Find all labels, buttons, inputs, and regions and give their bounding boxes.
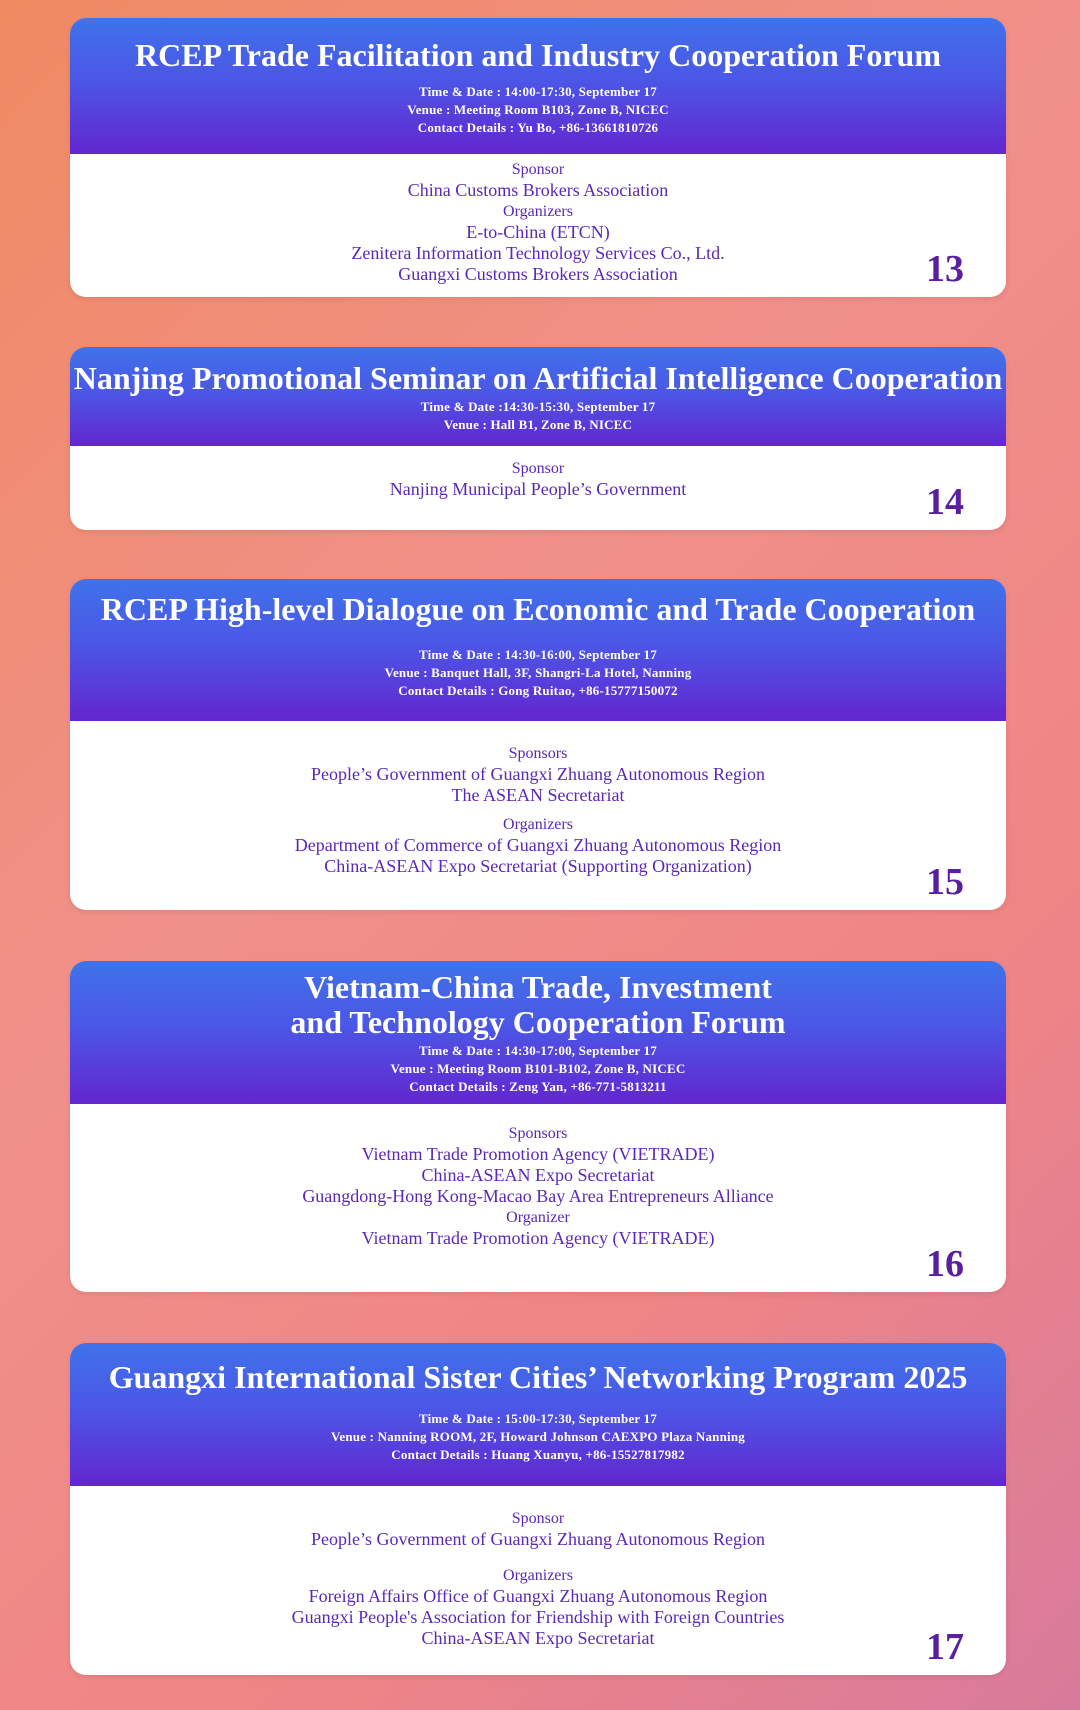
event-number: 15 xyxy=(926,861,964,903)
organizer-name: Foreign Affairs Office of Guangxi Zhuang Autonomous Region xyxy=(308,1586,768,1606)
card-body xyxy=(70,446,1006,530)
sponsor-name: People’s Government of Guangxi Zhuang Autonomous Region xyxy=(311,764,765,784)
organizer-name: Guangxi People's Association for Friendship with Foreign Countries xyxy=(291,1607,785,1627)
event-title: Nanjing Promotional Seminar on Artificial Intelligence Cooperation xyxy=(73,360,1003,396)
event-title-line-1: Vietnam-China Trade, Investment xyxy=(304,969,772,1005)
event-card-17 xyxy=(70,1343,1006,1675)
organizer-name: Guangxi Customs Brokers Association xyxy=(398,264,678,284)
sponsor-name: People’s Government of Guangxi Zhuang Autonomous Region xyxy=(311,1529,765,1549)
card-body xyxy=(70,154,1006,297)
card-header xyxy=(70,347,1006,446)
event-contact: Contact Details : Zeng Yan, +86-771-5813211 xyxy=(409,1079,667,1094)
event-time: Time & Date : 15:00-17:30, September 17 xyxy=(418,1411,658,1426)
event-time: Time & Date : 14:30-17:00, September 17 xyxy=(418,1043,658,1058)
sponsor-label: Sponsor xyxy=(511,161,565,178)
event-venue: Venue : Meeting Room B101-B102, Zone B, NICEC xyxy=(390,1061,686,1076)
organizer-name: E-to-China (ETCN) xyxy=(466,222,610,242)
organizer-name: China-ASEAN Expo Secretariat (Supporting Organization) xyxy=(324,856,752,876)
organizer-label: Organizer xyxy=(506,1209,570,1226)
card-header xyxy=(70,18,1006,154)
organizer-name: Department of Commerce of Guangxi Zhuang Autonomous Region xyxy=(294,835,782,855)
event-card-14 xyxy=(70,347,1006,530)
event-number: 16 xyxy=(926,1243,964,1285)
event-number: 17 xyxy=(926,1626,964,1668)
event-title: Guangxi International Sister Cities’ Networking Program 2025 xyxy=(108,1359,968,1395)
organizer-label: Organizers xyxy=(503,1567,573,1584)
event-venue: Venue : Nanning ROOM, 2F, Howard Johnson CAEXPO Plaza Nanning xyxy=(331,1429,745,1444)
sponsor-label: Sponsor xyxy=(511,1510,565,1527)
event-title: RCEP Trade Facilitation and Industry Cooperation Forum xyxy=(135,37,941,73)
sponsor-name: China-ASEAN Expo Secretariat xyxy=(421,1165,655,1185)
organizer-name: Vietnam Trade Promotion Agency (VIETRADE) xyxy=(361,1228,715,1248)
organizer-label: Organizers xyxy=(503,816,573,833)
card-body xyxy=(70,721,1006,910)
sponsor-label: Sponsor xyxy=(511,460,565,477)
card-body xyxy=(70,1486,1006,1675)
event-venue: Venue : Hall B1, Zone B, NICEC xyxy=(443,417,633,432)
event-time: Time & Date : 14:00-17:30, September 17 xyxy=(418,84,658,99)
event-contact: Contact Details : Gong Ruitao, +86-15777150072 xyxy=(398,683,678,698)
event-card-16 xyxy=(70,961,1006,1292)
card-body xyxy=(70,1104,1006,1292)
organizer-label: Organizers xyxy=(503,203,573,220)
event-time: Time & Date :14:30-15:30, September 17 xyxy=(420,399,656,414)
event-title-line-2: and Technology Cooperation Forum xyxy=(290,1004,786,1040)
organizer-name: Zenitera Information Technology Services Co., Ltd. xyxy=(351,243,725,263)
event-card-13 xyxy=(70,18,1006,297)
event-venue: Venue : Banquet Hall, 3F, Shangri-La Hotel, Nanning xyxy=(384,665,692,680)
card-header xyxy=(70,961,1006,1104)
event-contact: Contact Details : Huang Xuanyu, +86-15527817982 xyxy=(391,1447,685,1462)
card-header xyxy=(70,1343,1006,1486)
event-number: 13 xyxy=(926,248,964,290)
event-card-15 xyxy=(70,579,1006,910)
sponsor-name: Nanjing Municipal People’s Government xyxy=(389,479,687,499)
sponsor-name: China Customs Brokers Association xyxy=(407,180,669,200)
event-venue: Venue : Meeting Room B103, Zone B, NICEC xyxy=(407,102,669,117)
sponsor-name: The ASEAN Secretariat xyxy=(451,785,625,805)
sponsor-name: Vietnam Trade Promotion Agency (VIETRADE) xyxy=(361,1144,715,1164)
event-number: 14 xyxy=(926,481,964,523)
sponsor-label: Sponsors xyxy=(508,745,568,762)
card-header xyxy=(70,579,1006,721)
sponsor-label: Sponsors xyxy=(508,1125,568,1142)
organizer-name: China-ASEAN Expo Secretariat xyxy=(421,1628,655,1648)
event-contact: Contact Details : Yu Bo, +86-13661810726 xyxy=(417,120,659,135)
event-time: Time & Date : 14:30-16:00, September 17 xyxy=(418,647,658,662)
event-title: RCEP High-level Dialogue on Economic and Trade Cooperation xyxy=(100,591,976,627)
sponsor-name: Guangdong-Hong Kong-Macao Bay Area Entrepreneurs Alliance xyxy=(302,1186,774,1206)
